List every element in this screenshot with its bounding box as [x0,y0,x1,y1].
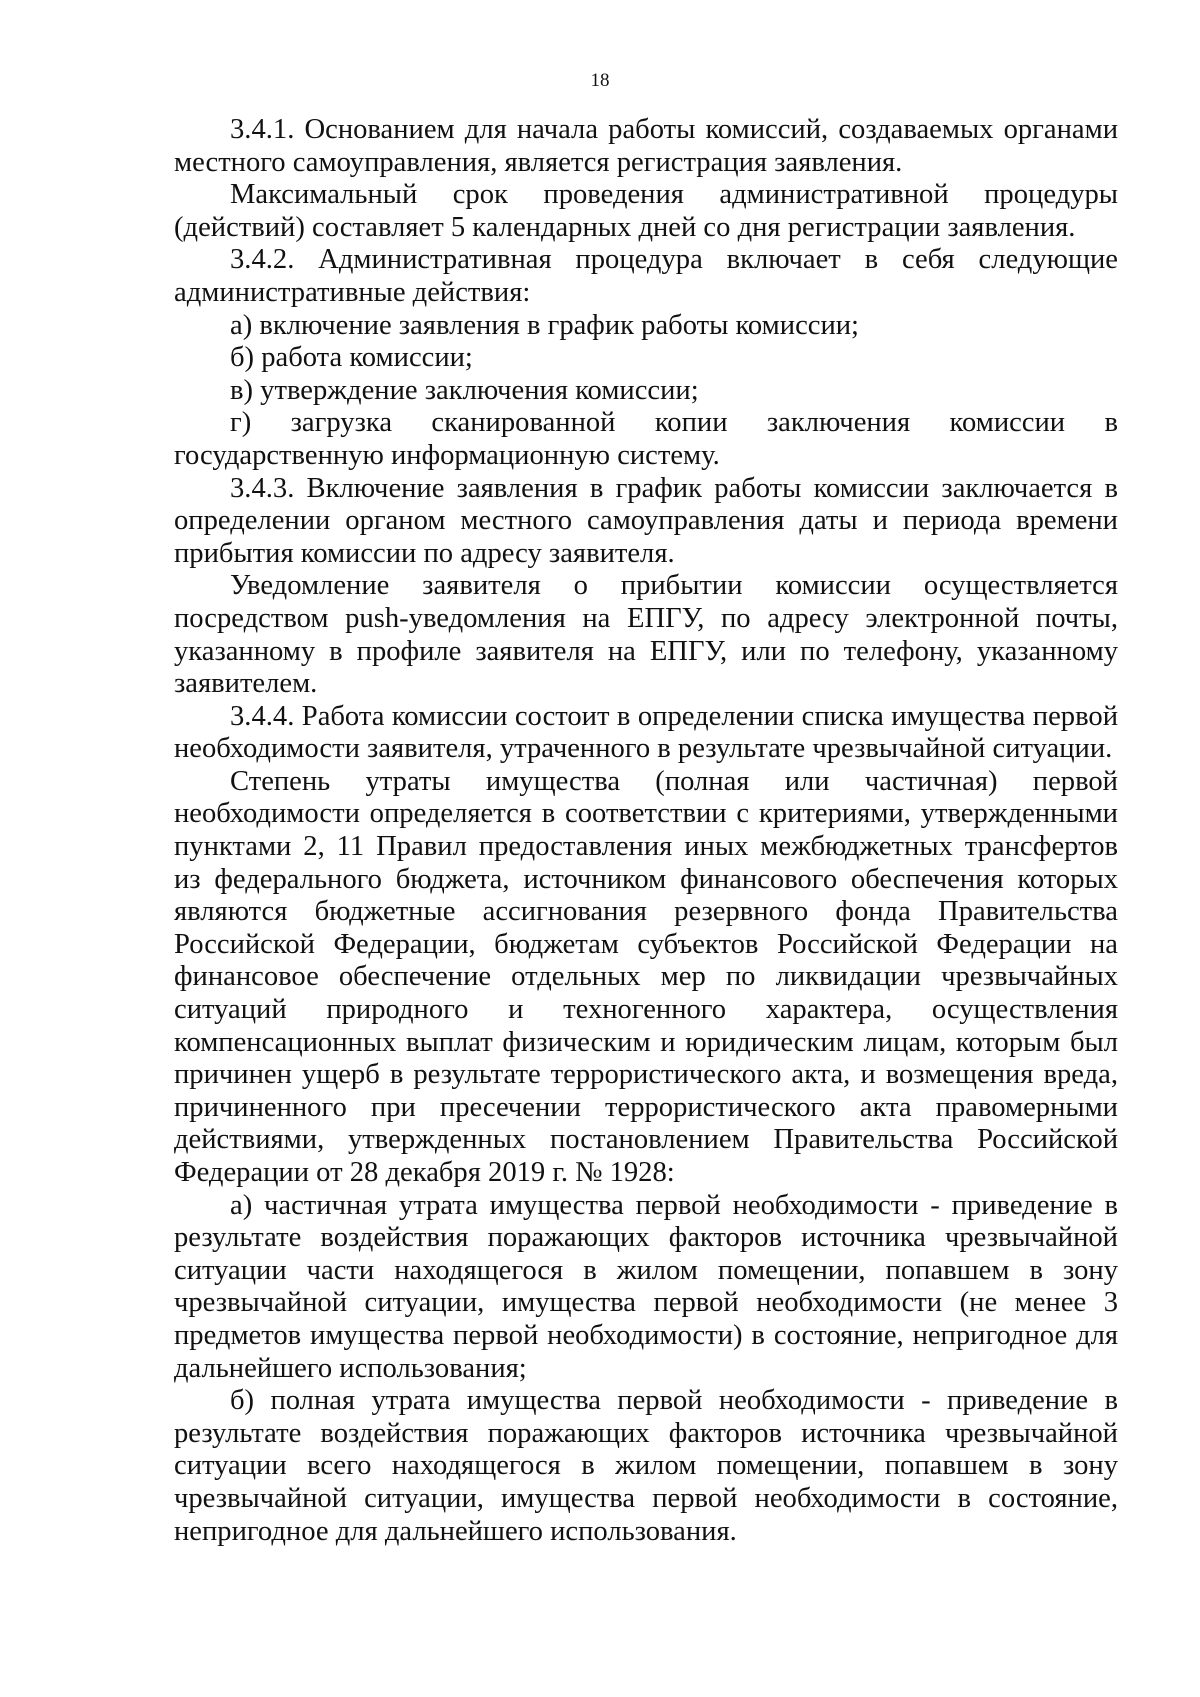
page-number: 18 [590,70,610,91]
list-item-v: в) утверждение заключения комиссии; [230,374,699,406]
paragraph-3-4-2: 3.4.2. Административная процедура включает в себя следующие административные действия: [174,244,1118,308]
paragraph-3-4-3: 3.4.3. Включение заявления в график работы комиссии заключается в определении органом местного самоуправления даты и периода времени прибытия комиссии по адресу заявителя. [174,472,1118,569]
paragraph-partial-loss: а) частичная утрата имущества первой необходимости - приведение в результате воздействия поражающих факторов источника чрезвычайной ситуации части находящегося в жилом помещении, попавшем в зону чрезвычайной ситуации, имущества первой необходимости (не менее 3 предметов имущества первой необходимости) в состояние, непригодное для дальнейшего использования; [174,1189,1118,1384]
list-item-a: а) включение заявления в график работы комиссии; [230,309,860,341]
paragraph-3-4-4: 3.4.4. Работа комиссии состоит в определении списка имущества первой необходимости заявителя, утраченного в результате чрезвычайной ситуации. [174,700,1118,765]
list-item-g: г) загрузка сканированной копии заключения комиссии в государственную информационную систему. [174,407,1118,471]
list-item-b: б) работа комиссии; [230,342,473,374]
paragraph-loss-degree: Степень утраты имущества (полная или частичная) первой необходимости определяется в соответствии с критериями, утвержденными пунктами 2, 11 Правил предоставления иных межбюджетных трансфертов из федерального бюджета, источником финансового обеспечения которых являются бюджетные ассигнования резервного фонда Правительства Российской Федерации, бюджетам субъектов Российской Федерации на финансовое обеспечение отдельных мер по ликвидации чрезвычайных ситуаций природного и техногенного характера, осуществления компенсационных выплат физическим и юридическим лицам, которым был причинен ущерб в результате террористического акта, и возмещения вреда, причиненного при пресечении террористического акта правомерными действиями, утвержденных постановлением Правительства Российской Федерации от 28 декабря 2019 г. № 1928: [174,765,1118,1188]
paragraph-3-4-1: 3.4.1. Основанием для начала работы комиссий, создаваемых органами местного самоуправления, является регистрация заявления. [174,114,1118,178]
paragraph-notification: Уведомление заявителя о прибытии комиссии осуществляется посредством push-уведомления на ЕПГУ, по адресу электронной почты, указанному в профиле заявителя на ЕПГУ, или по телефону, указанному заявителем. [174,570,1118,700]
paragraph-max-term: Максимальный срок проведения административной процедуры (действий) составляет 5 календарных дней со дня регистрации заявления. [174,179,1118,243]
paragraph-full-loss: б) полная утрата имущества первой необходимости - приведение в результате воздействия поражающих факторов источника чрезвычайной ситуации всего находящегося в жилом помещении, попавшем в зону чрезвычайной ситуации, имущества первой необходимости в состояние, непригодное для дальнейшего использования. [174,1385,1118,1547]
document-body [174,114,1118,1548]
